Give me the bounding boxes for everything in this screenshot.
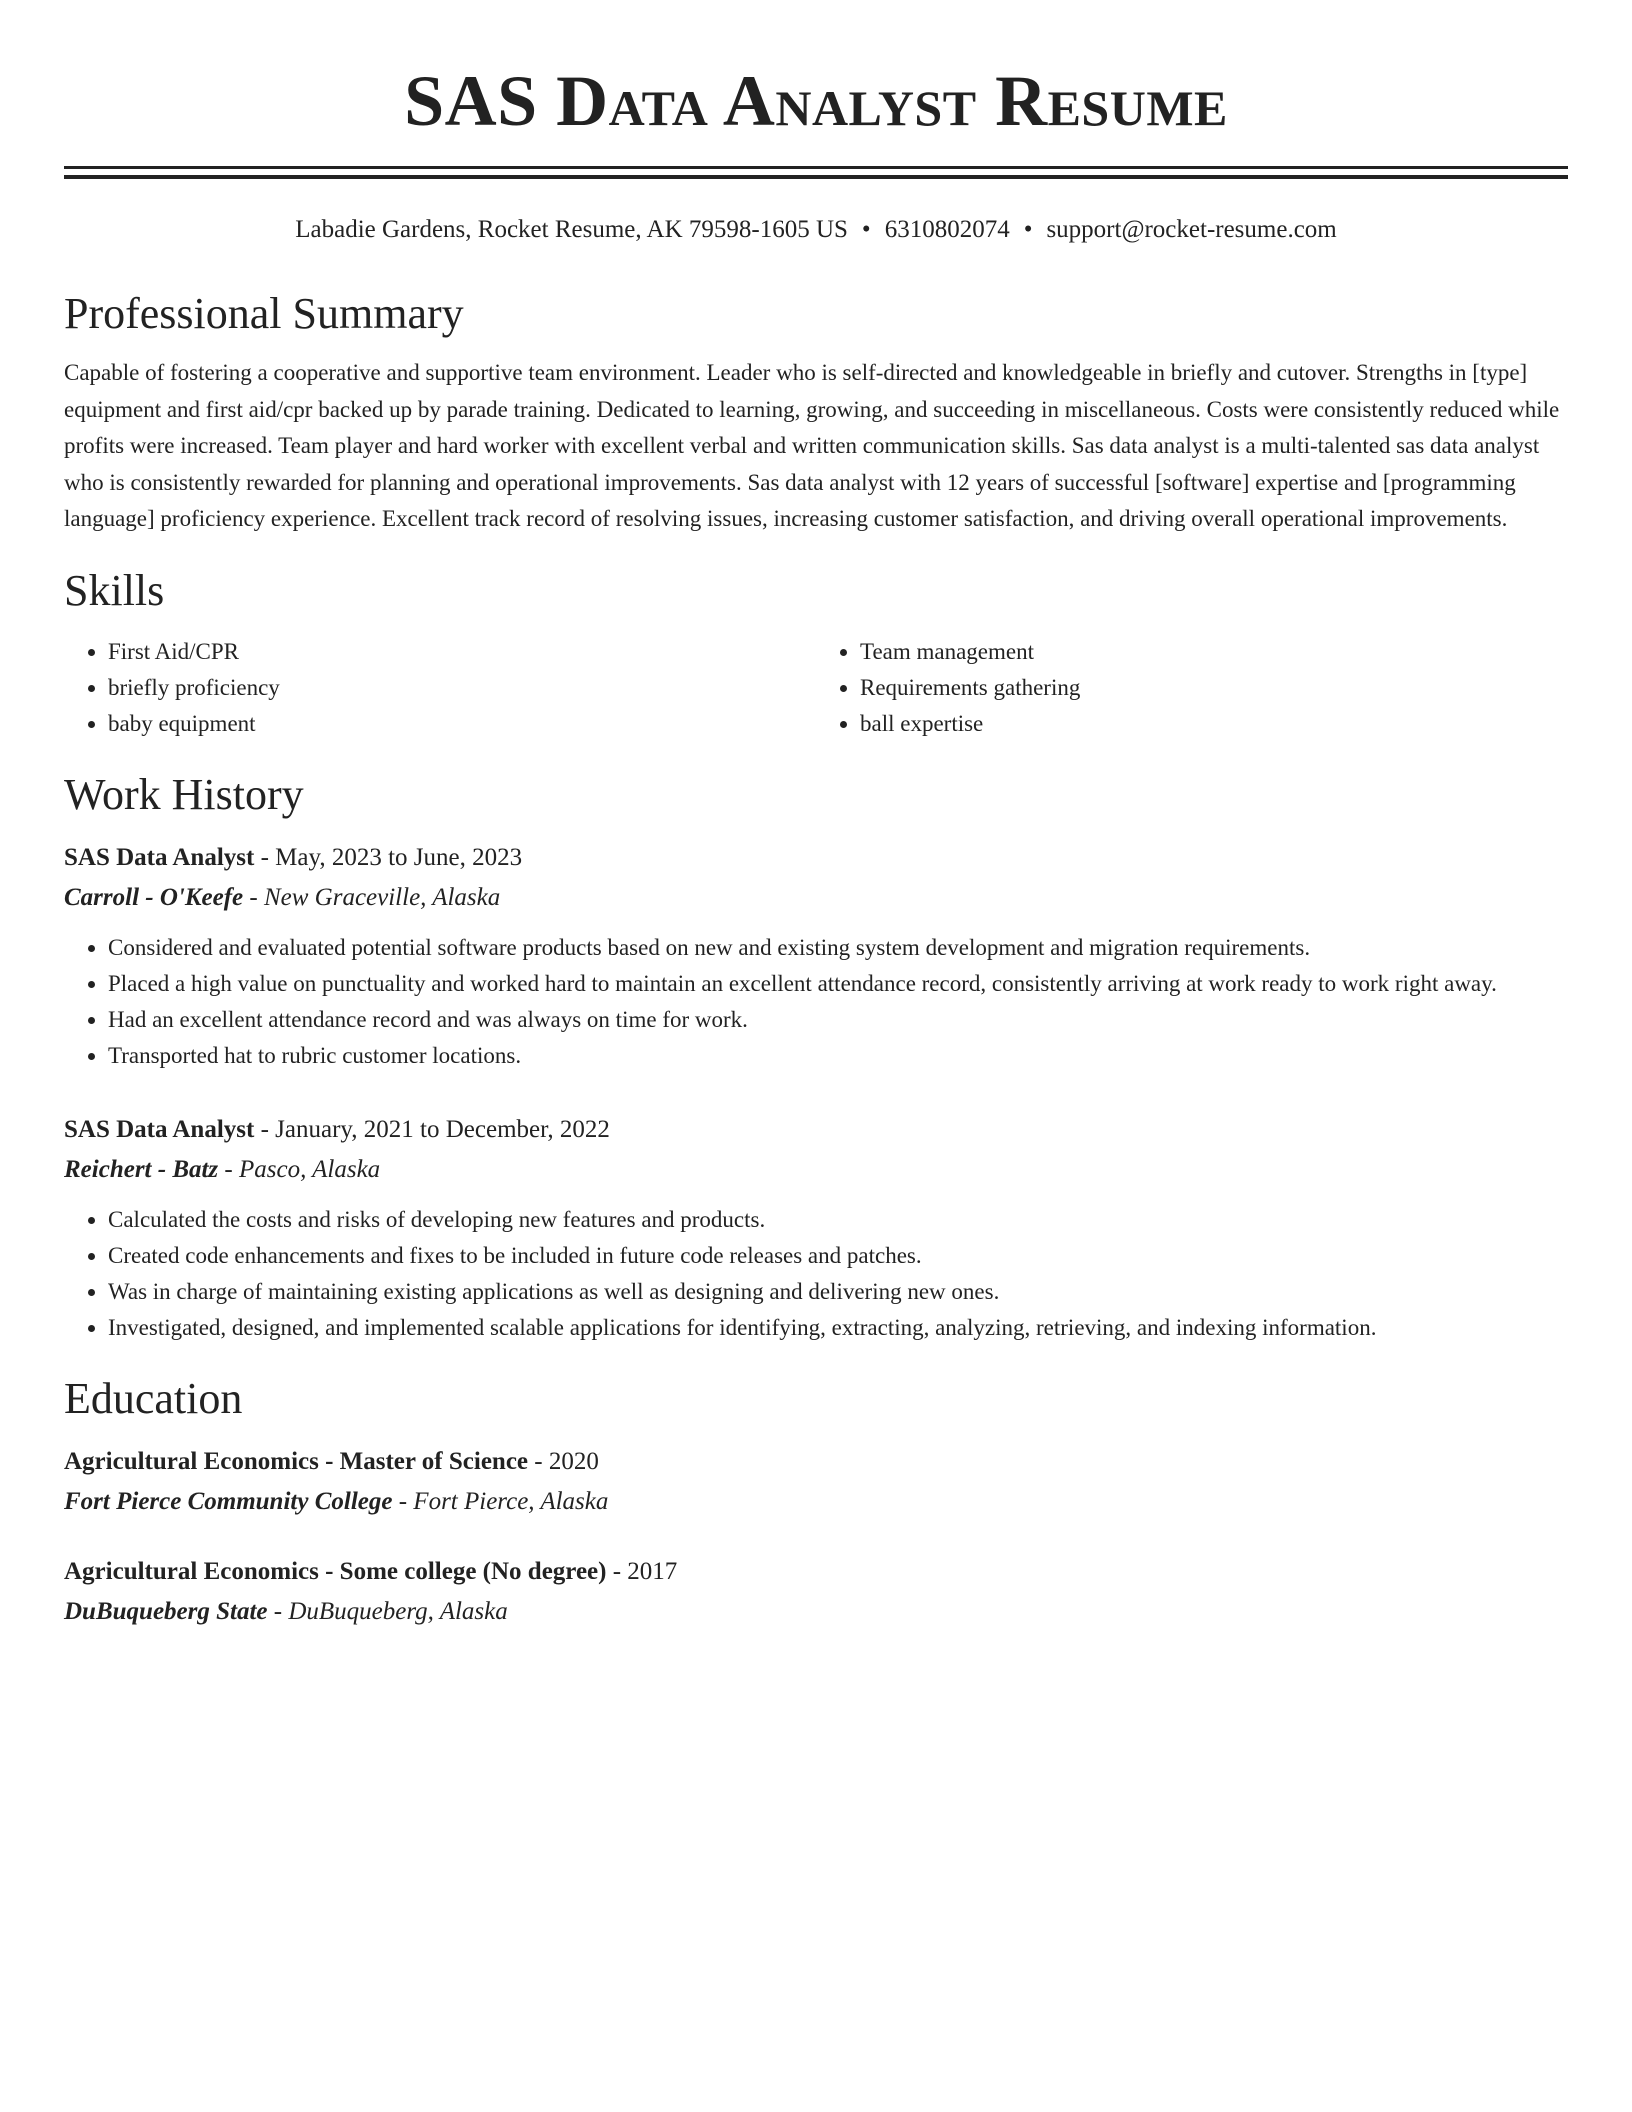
contact-phone: 6310802074 bbox=[884, 216, 1010, 243]
degree-name: Agricultural Economics - Some college (No degree) bbox=[64, 1557, 607, 1585]
employer-location: - New Graceville, Alaska bbox=[243, 883, 501, 911]
employer-line bbox=[64, 1150, 1568, 1190]
job-title: SAS Data Analyst bbox=[64, 843, 255, 871]
contact-separator: • bbox=[1023, 216, 1033, 243]
skill-item: • baby equipment bbox=[108, 706, 816, 742]
skills-columns bbox=[64, 634, 1568, 742]
job-bullet: • Was in charge of maintaining existing applications as well as designing and delivering new ones. bbox=[108, 1274, 1568, 1310]
skill-item: • Team management bbox=[860, 634, 1568, 670]
skills-heading: Skills bbox=[64, 565, 165, 615]
degree-line bbox=[64, 1442, 1568, 1482]
contact-address: Labadie Gardens, Rocket Resume, AK 79598-1605 US bbox=[295, 216, 848, 243]
job-bullet: • Considered and evaluated potential software products based on new and existing system development and migration requirements. bbox=[108, 930, 1568, 966]
degree-name: Agricultural Economics - Master of Science bbox=[64, 1447, 529, 1475]
skill-item: • First Aid/CPR bbox=[108, 634, 816, 670]
school-line bbox=[64, 1592, 1568, 1632]
job-title-line bbox=[64, 1110, 1568, 1150]
job-bullet: • Investigated, designed, and implemented scalable applications for identifying, extracting, analyzing, retrieving, and indexing information. bbox=[108, 1310, 1568, 1346]
skill-item: • Requirements gathering bbox=[860, 670, 1568, 706]
employer-location: - Pasco, Alaska bbox=[218, 1155, 381, 1183]
school-location: - Fort Pierce, Alaska bbox=[392, 1487, 609, 1515]
skill-item: • briefly proficiency bbox=[108, 670, 816, 706]
job-bullet: • Transported hat to rubric customer locations. bbox=[108, 1038, 1568, 1074]
resume-title: SAS Data Analyst Resume bbox=[404, 61, 1228, 141]
job-bullet: • Calculated the costs and risks of developing new features and products. bbox=[108, 1202, 1568, 1238]
job-dates: - May, 2023 to June, 2023 bbox=[254, 843, 523, 871]
contact-separator: • bbox=[861, 216, 871, 243]
job-title-line bbox=[64, 838, 1568, 878]
summary-text: Capable of fostering a cooperative and supportive team environment. Leader who is self-directed and knowledgeable in briefly and cutover. Strengths in [type] equipment and first aid/cpr backed up by parade training. Dedicated to learning, growing, and succeeding in miscellaneous. Costs were consistently reduced while profits were increased. Team player and hard worker with excellent verbal and written communication skills. Sas data analyst is a multi-talented sas data analyst who is consistently rewarded for planning and operational improvements. Sas data analyst with 12 years of successful [software] expertise and [programming language] proficiency experience. Excellent track record of resolving issues, increasing customer satisfaction, and driving overall operational improvements. bbox=[64, 360, 1560, 531]
summary-heading: Professional Summary bbox=[64, 289, 464, 338]
contact-email: support@rocket-resume.com bbox=[1046, 216, 1337, 243]
contact-line bbox=[64, 213, 1568, 247]
job-bullet: • Had an excellent attendance record and was always on time for work. bbox=[108, 1002, 1568, 1038]
work-history-heading: Work History bbox=[64, 769, 304, 819]
employer-name: Carroll - O'Keefe bbox=[64, 883, 244, 911]
job-bullets bbox=[64, 1202, 1568, 1346]
job-title: SAS Data Analyst bbox=[64, 1115, 255, 1143]
job-dates: - January, 2021 to December, 2022 bbox=[254, 1115, 610, 1143]
job-bullet: • Created code enhancements and fixes to be included in future code releases and patches. bbox=[108, 1238, 1568, 1274]
skill-item: • ball expertise bbox=[860, 706, 1568, 742]
title-divider-bottom bbox=[64, 175, 1568, 179]
education-heading: Education bbox=[64, 1373, 243, 1423]
education-entry bbox=[64, 1442, 1568, 1522]
degree-line bbox=[64, 1552, 1568, 1592]
school-name: Fort Pierce Community College bbox=[64, 1487, 393, 1515]
job-entry bbox=[64, 1110, 1568, 1346]
skills-list-right bbox=[816, 634, 1568, 742]
employer-line bbox=[64, 878, 1568, 918]
education-entry bbox=[64, 1552, 1568, 1632]
graduation-year: - 2017 bbox=[606, 1557, 678, 1585]
job-entry bbox=[64, 838, 1568, 1074]
school-name: DuBuqueberg State bbox=[64, 1597, 268, 1625]
skills-list-left bbox=[64, 634, 816, 742]
graduation-year: - 2020 bbox=[528, 1447, 599, 1475]
job-bullets bbox=[64, 930, 1568, 1074]
job-bullet: • Placed a high value on punctuality and worked hard to maintain an excellent attendance record, consistently arriving at work ready to work right away. bbox=[108, 966, 1568, 1002]
title-divider-top bbox=[64, 166, 1568, 169]
school-location: - DuBuqueberg, Alaska bbox=[267, 1597, 508, 1625]
school-line bbox=[64, 1482, 1568, 1522]
employer-name: Reichert - Batz bbox=[64, 1155, 219, 1183]
